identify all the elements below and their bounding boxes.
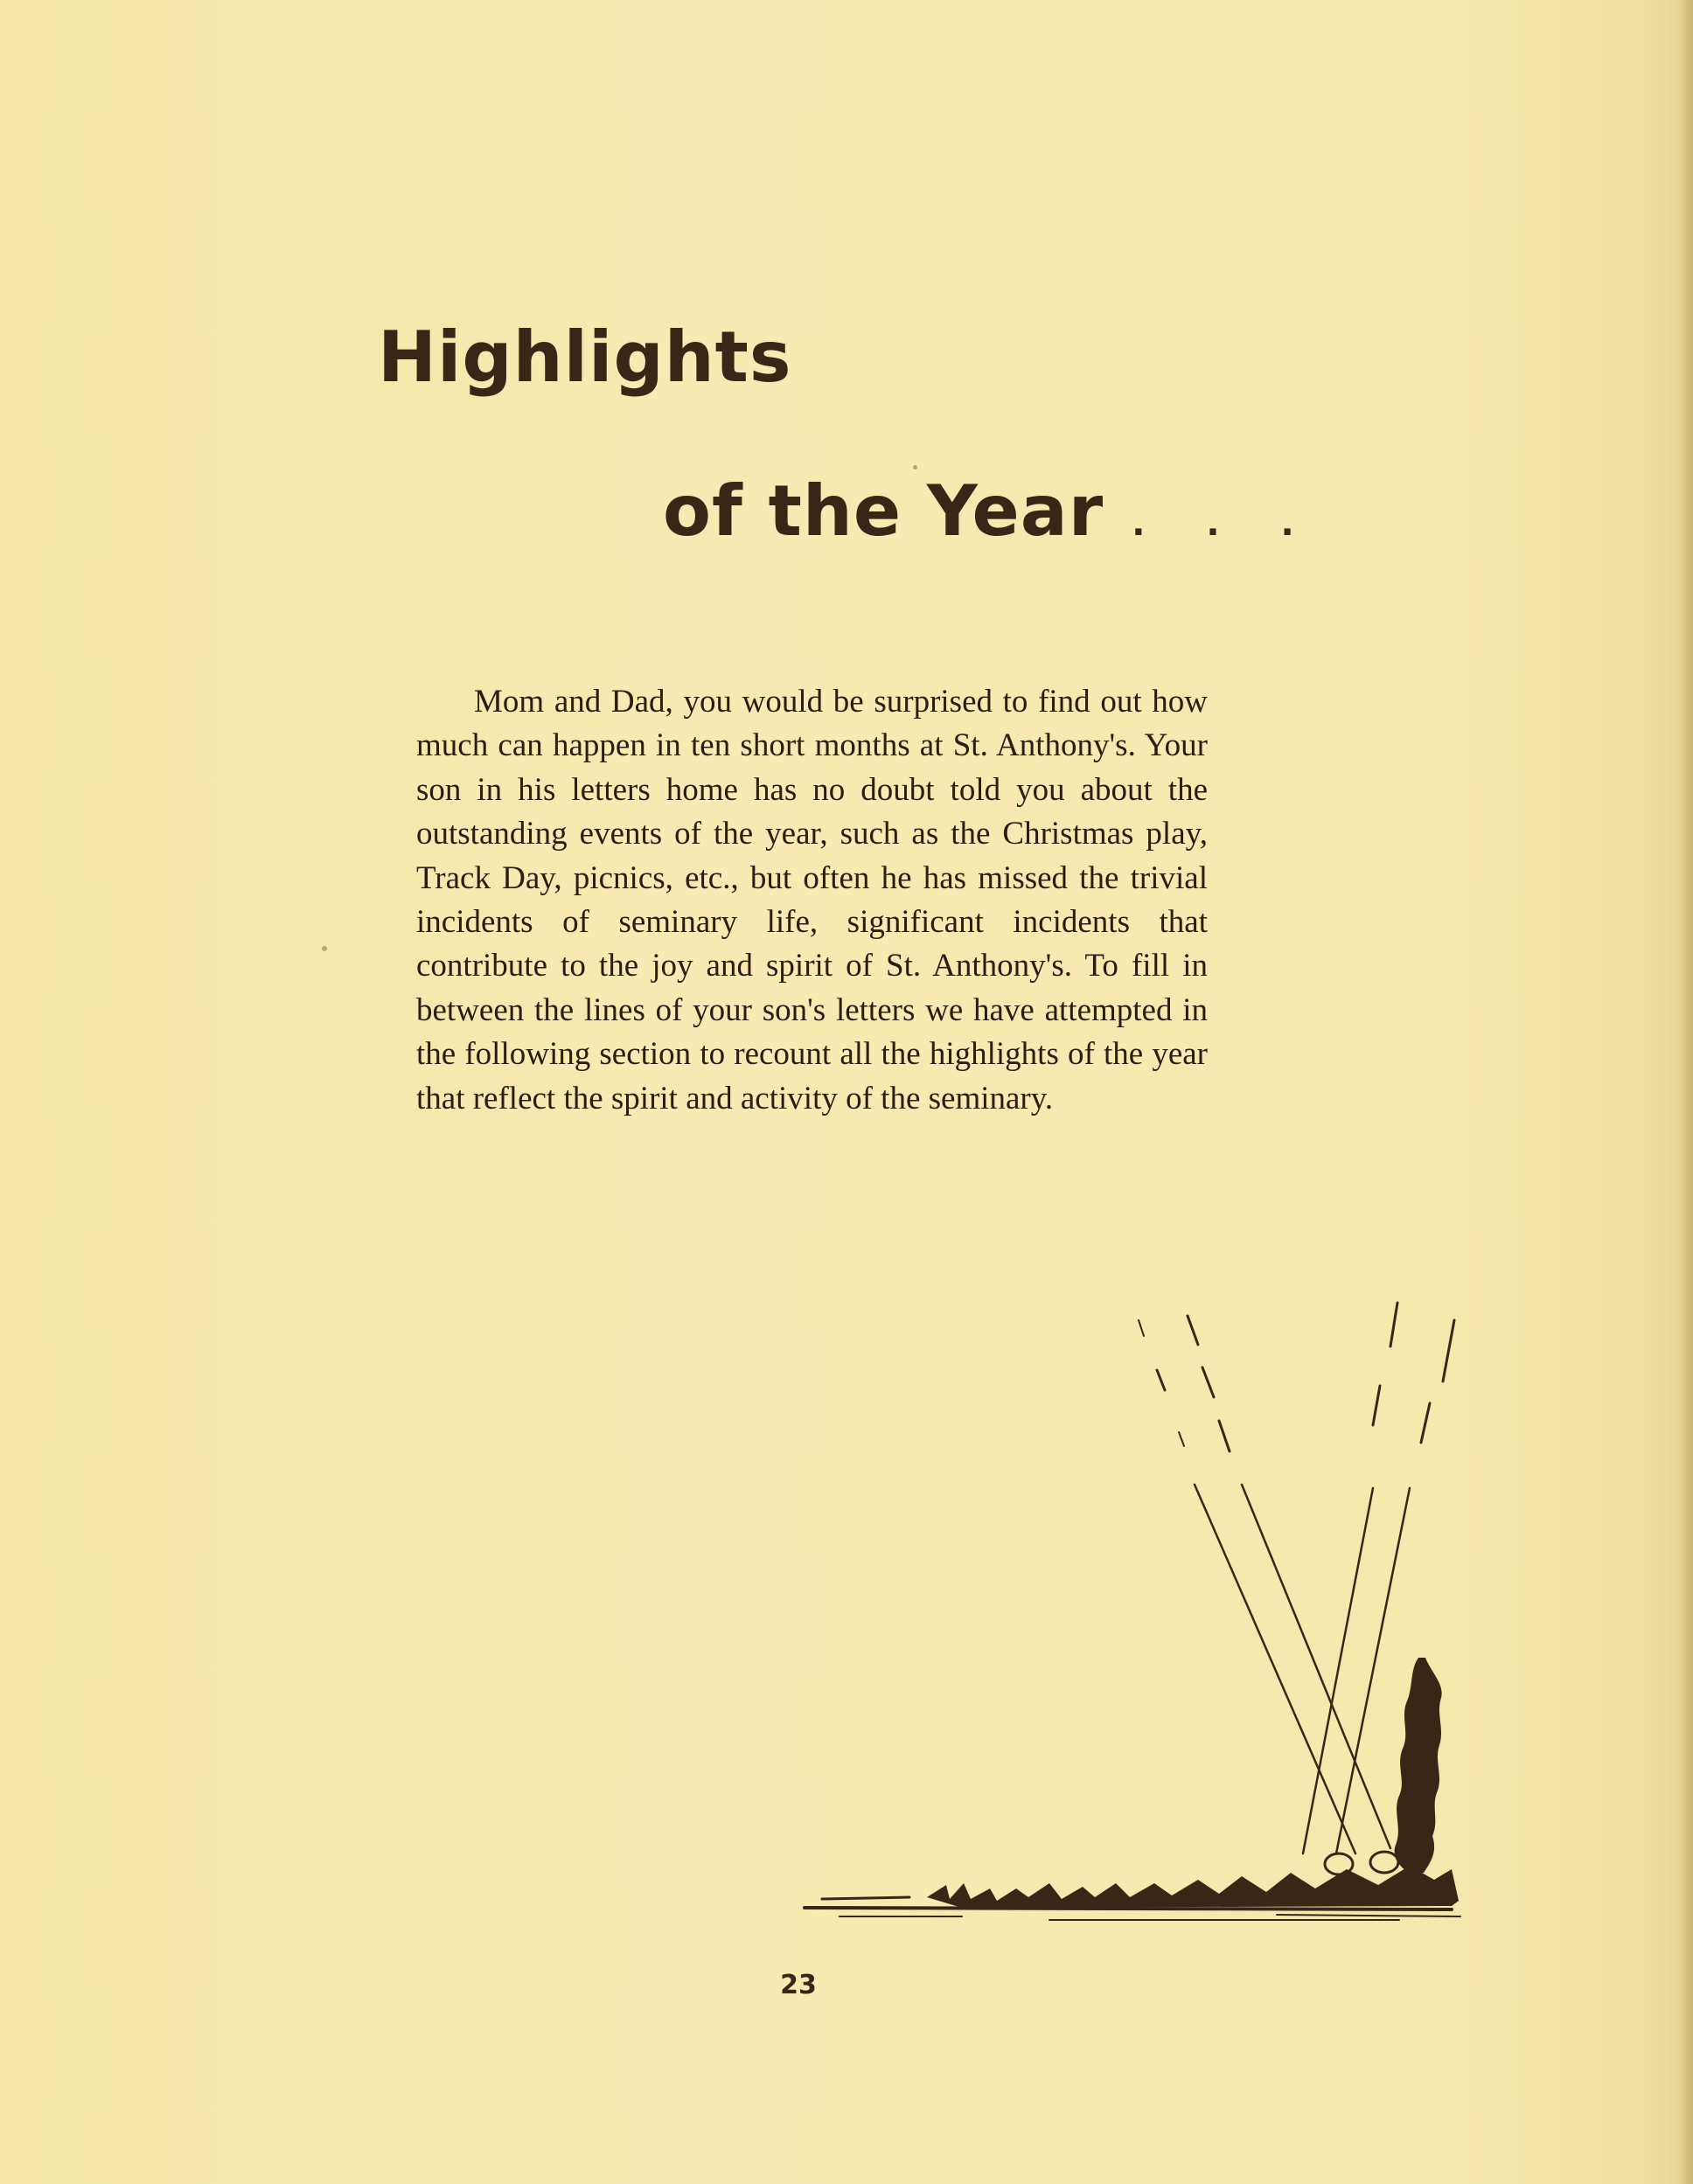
left-beam-edge bbox=[1242, 1485, 1390, 1848]
beam-dash bbox=[1139, 1320, 1144, 1336]
beam-dash bbox=[1157, 1370, 1165, 1390]
beam-dash bbox=[1202, 1367, 1214, 1397]
paper-speck bbox=[913, 465, 917, 469]
left-beam-edge bbox=[1195, 1485, 1355, 1854]
title-ellipsis: . . . bbox=[1132, 504, 1319, 544]
beam-dash bbox=[1390, 1303, 1397, 1346]
page-edge-shadow bbox=[1677, 0, 1693, 2184]
page-number: 23 bbox=[780, 1970, 817, 2000]
body-paragraph: Mom and Dad, you would be surprised to find out how much can happen in ten short months at St. Anthony's. Your son in his letters home has no doubt told you about the outstanding events of the year, such as the Christmas play, Track Day, picnics, etc., but often he has missed the trivial incidents of seminary life, significant incidents that contribute to the joy and spirit of St. Anthony's. To fill in between the lines of your son's letters we have attempted in the following section to recount all the highlights of the year that reflect the spirit and activity of the seminary. bbox=[416, 684, 1208, 1116]
beam-dash bbox=[1179, 1432, 1184, 1446]
beam-dash bbox=[1219, 1421, 1230, 1451]
page-title-line-2-text: of the Year bbox=[663, 470, 1104, 552]
paper-speck bbox=[322, 946, 327, 951]
cypress-tree bbox=[1395, 1658, 1442, 1873]
right-beam-edge bbox=[1303, 1488, 1373, 1854]
page-title-line-2 bbox=[663, 470, 1319, 552]
searchlight-illustration bbox=[787, 1285, 1478, 1950]
page-title-line-1: Highlights bbox=[378, 316, 792, 398]
beam-dash bbox=[1421, 1403, 1430, 1443]
beam-dash bbox=[1188, 1316, 1198, 1345]
beam-dash bbox=[1443, 1320, 1454, 1381]
searchlight-lamp-right bbox=[1370, 1852, 1398, 1873]
beam-dash bbox=[1373, 1386, 1380, 1425]
